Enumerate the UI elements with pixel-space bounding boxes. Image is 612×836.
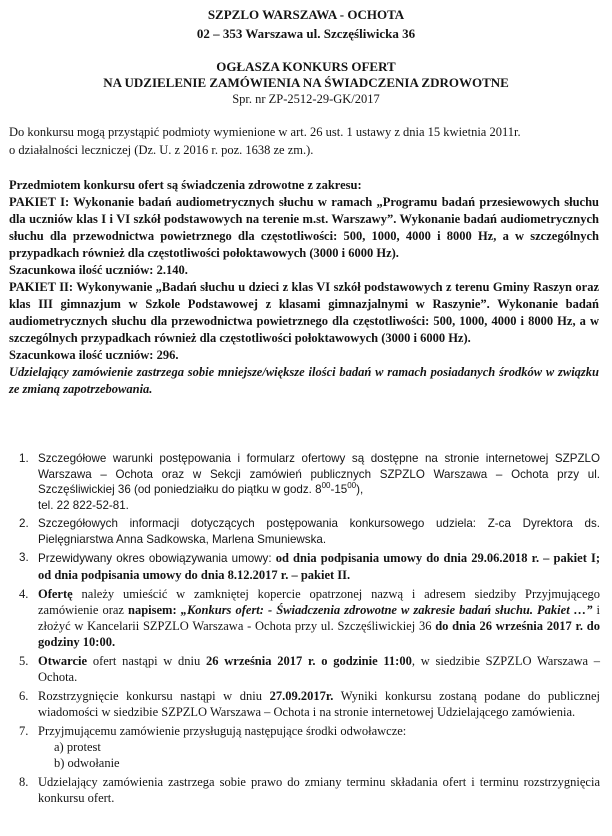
item-number: 3. [19, 551, 29, 564]
reference-number: Spr. nr ZP-2512-29-GK/2017 [232, 92, 380, 106]
list-item-6 [0, 688, 600, 720]
item-5-text-1: ofert nastąpi w dniu [92, 654, 201, 668]
list-item-5 [0, 653, 600, 685]
scope-block [9, 177, 599, 398]
hour-sup-end: 00 [347, 481, 357, 491]
pakiet-2-label: PAKIET II: [9, 280, 74, 294]
list-item-4 [0, 586, 600, 650]
intro-line-2: o działalności leczniczej (Dz. U. z 2016 r. poz. 1638 ze zm.). [9, 143, 314, 157]
list-item-3 [0, 550, 600, 583]
org-address: 02 – 353 Warszawa ul. Szczęśliwicka 36 [196, 26, 416, 41]
item-number: 2. [19, 517, 29, 530]
resolution-date: 27.09.2017r. [269, 689, 334, 703]
pakiet-1 [9, 194, 599, 262]
item-5-bold-1: Otwarcie [38, 654, 88, 668]
remedy-appeal: b) odwołanie [54, 756, 120, 770]
list-item-8 [0, 774, 600, 806]
item-1-end: ), [356, 483, 364, 496]
pakiet-2-text: Wykonywanie „Badań słuchu u dzieci z klas VI szkół podstawowych z terenu Gminy Raszyn oraz klas III gimnazjum w Szkole Podstawowej z klasami gimnazjalnymi w Raszynie”. Wykonanie badań audiometrycznych słuchu dla przewodnictwa powietrznego dla częstotliwości: 500, 1000, 4000 i 8000 Hz, a w szczególnych przypadkach również dla częstotliwości połoktawowych (3000 i 6000 Hz). [9, 280, 599, 345]
list-item-1 [0, 451, 600, 513]
phone-number: tel. 22 822-52-81. [38, 498, 129, 512]
list-item-2 [0, 516, 600, 547]
item-2-text: Szczegółowych informacji dotyczących postępowania konkursowego udziela: Z-ca Dyrektora ds. Pielęgniarstwa Anna Sadkowska, Marlena Smuniewska. [38, 517, 600, 546]
hour-sup-start: 00 [321, 481, 331, 491]
list-item-7 [0, 723, 600, 771]
intro-line-1: Do konkursu mogą przystąpić podmioty wymienione w art. 26 ust. 1 ustawy z dnia 15 kwietnia 2011r. [9, 125, 521, 139]
remedy-protest: a) protest [54, 740, 101, 754]
scope-heading: Przedmiotem konkursu ofert są świadczenia zdrowotne z zakresu: [9, 178, 362, 192]
contract-period: od dnia podpisania umowy do dnia 29.06.2018 r. – pakiet I; od dnia podpisania umowy do dnia 8.12.2017 r. – pakiet II. [38, 551, 600, 582]
opening-date: 26 września 2017 r. o godzinie 11:00 [206, 654, 412, 668]
pakiet-2 [9, 279, 599, 347]
hour-mid: -15 [330, 483, 348, 496]
subject-title: NA UDZIELENIE ZAMÓWIENIA NA ŚWIADCZENIA ZDROWOTNE [103, 75, 509, 90]
announce-title: OGŁASZA KONKURS OFERT [216, 59, 396, 74]
item-4-bold-1: Ofertę [38, 587, 73, 601]
submission-deadline: do dnia 26 września 2017 r. do godziny 10:00. [38, 619, 601, 649]
pakiet-1-label: PAKIET I: [9, 195, 70, 209]
pakiet-2-count: Szacunkowa ilość uczniów: 296. [9, 348, 179, 362]
item-6-text-2: Wyniki konkursu zostaną podane do publicznej wiadomości w siedzibie SZPZLO Warszawa – Ochota i na stronie internetowej Udzielającego zamówienia. [38, 689, 600, 719]
item-4-text-1: należy umieścić w zamkniętej kopercie opatrzonej nazwą i adresem siedziby Przyjmującego zamówienie oraz [38, 587, 600, 617]
pakiet-1-text: Wykonanie badań audiometrycznych słuchu w ramach „Programu badań przesiewowych słuchu dla uczniów klas I i VI szkół podstawowych na terenie m.st. Warszawy”. Wykonanie badań audiometrycznych słuchu dla przewodnictwa powietrznego dla częstotliwości: 500, 1000, 4000 i 8000 Hz, a w szczególnych przypadkach również dla częstotliwości połoktawowych (3000 i 6000 Hz). [9, 195, 599, 260]
item-6-text-1: Rozstrzygnięcie konkursu nastąpi w dniu [38, 689, 262, 703]
conditions-list [0, 451, 600, 809]
item-number: 8. [19, 775, 29, 789]
item-number: 7. [19, 724, 29, 738]
item-3-lead: Przewidywany okres obowiązywania umowy: [38, 552, 272, 565]
item-8-text: Udzielający zamówienia zastrzega sobie prawo do zmiany terminu składania ofert i terminu rozstrzygnięcia konkursu ofert. [38, 775, 600, 805]
item-7-text: Przyjmującemu zamówienie przysługują następujące środki odwoławcze: [38, 724, 407, 738]
item-number: 6. [19, 689, 29, 703]
item-number: 1. [19, 452, 29, 465]
item-5-text-2: , w siedzibie SZPZLO Warszawa – Ochota. [38, 654, 601, 684]
org-name: SZPZLO WARSZAWA - OCHOTA [207, 7, 405, 22]
item-1-text: Szczegółowe warunki postępowania i formularz ofertowy są dostępne na stronie internetowej SZPZLO Warszawa – Ochota oraz w Sekcji zamówień publicznych SZPZLO Warszawa – Ochota przy ul. Szczęśliwickiej 36 (od poniedziałku do piątku w godz. 8 [38, 452, 600, 496]
item-number: 5. [19, 654, 29, 668]
envelope-label: „Konkurs ofert: - Świadczenia zdrowotne w zakresie badań słuchu. Pakiet …” [180, 603, 593, 617]
reserve-note: Udzielający zamówienie zastrzega sobie mniejsze/większe ilości badań w ramach posiadanych środków w związku ze zmianą zapotrzebowania. [9, 365, 599, 396]
pakiet-1-count: Szacunkowa ilość uczniów: 2.140. [9, 263, 188, 277]
item-4-bold-2: napisem: [128, 603, 177, 617]
item-number: 4. [19, 587, 29, 601]
item-4-text-2: i złożyć w Kancelarii SZPZLO Warszawa - Ochota przy ul. Szczęśliwickiej 36 [38, 603, 601, 633]
